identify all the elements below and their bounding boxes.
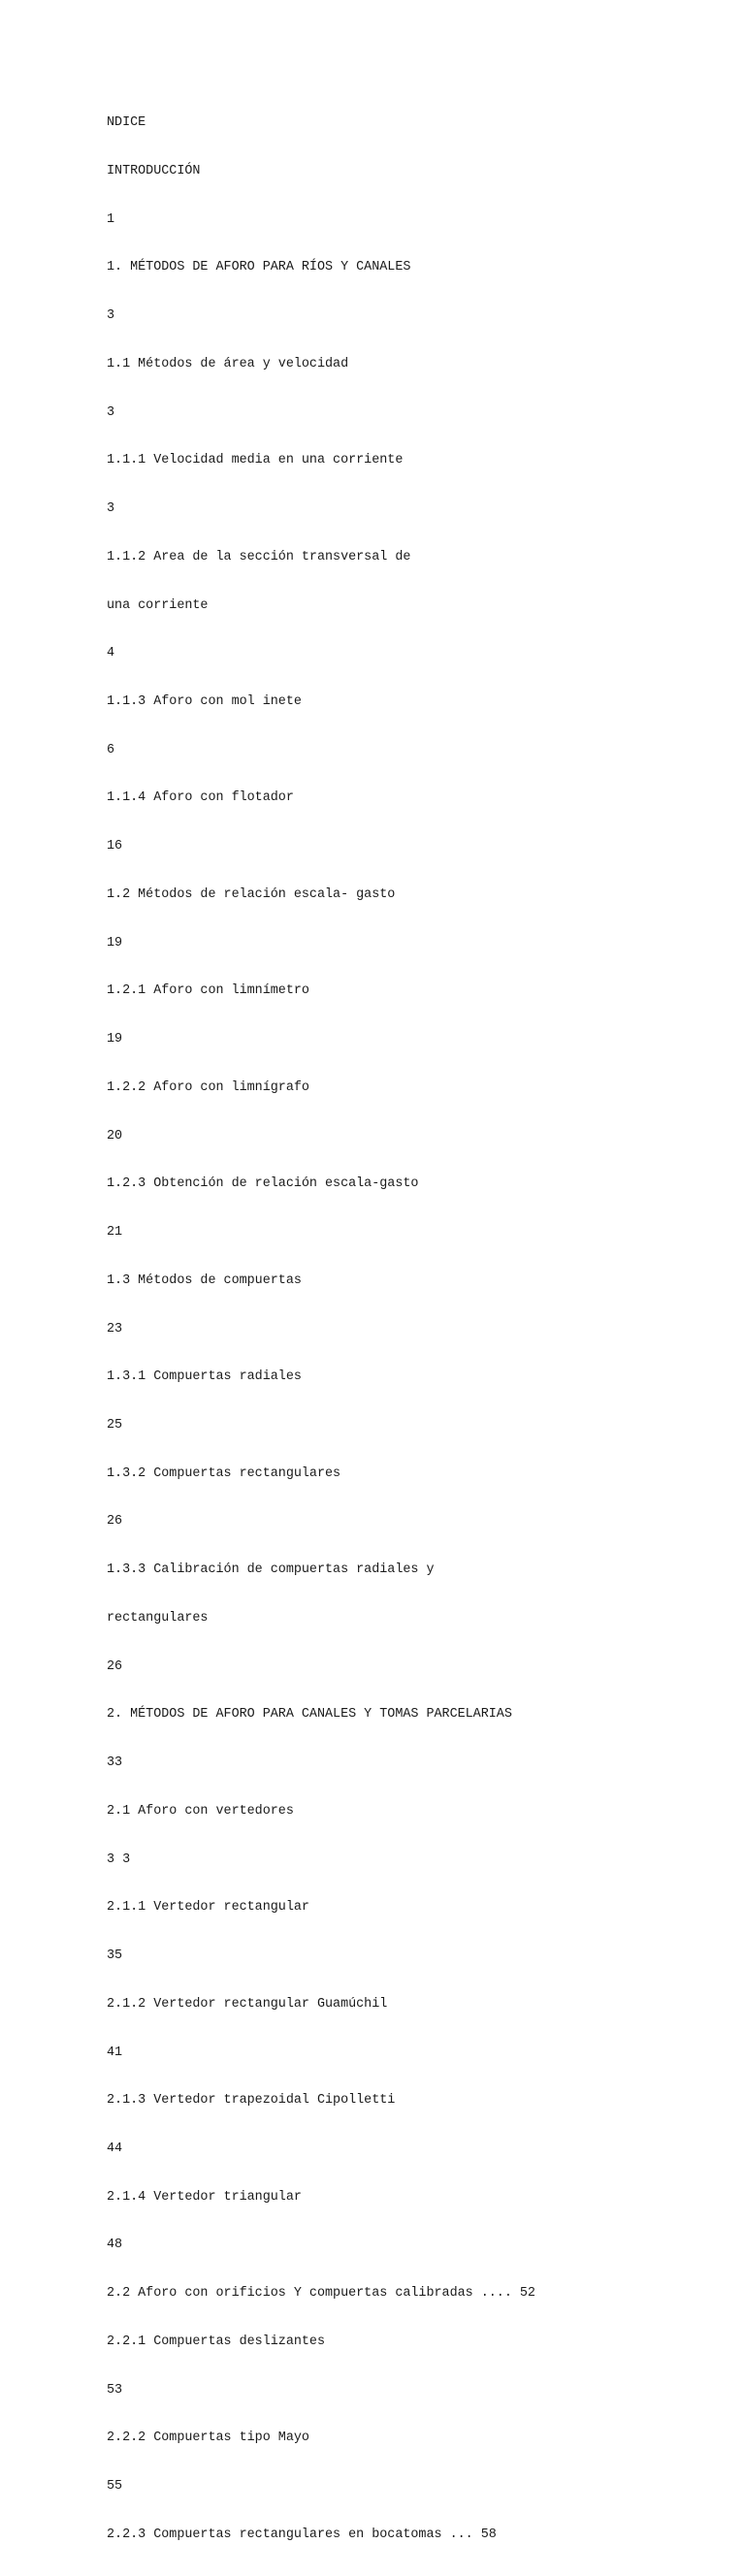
- toc-page-number: 23: [107, 1321, 123, 1336]
- toc-line: 2.2.1 Compuertas deslizantes: [107, 2334, 325, 2349]
- toc-page-number: 33: [107, 1755, 123, 1771]
- toc-page-number: 1: [107, 211, 115, 227]
- toc-line: 2.1.2 Vertedor rectangular Guamúchil: [107, 1996, 388, 2012]
- toc-line: INTRODUCCIÓN: [107, 163, 201, 178]
- toc-line: 1.2.2 Aforo con limnígrafo: [107, 1079, 309, 1095]
- toc-page-number: 48: [107, 2238, 123, 2253]
- toc-page-number: 3: [107, 501, 115, 517]
- toc-page-number: 3: [107, 308, 115, 324]
- toc-line: 2. MÉTODOS DE AFORO PARA CANALES Y TOMAS PARCELARIAS: [107, 1707, 512, 1723]
- toc-page-number: 26: [107, 1658, 123, 1674]
- toc-line: 1.1.3 Aforo con mol inete: [107, 693, 302, 709]
- toc-line: 1.2.3 Obtención de relación escala-gasto: [107, 1176, 419, 1192]
- toc-line: 1.3.3 Calibración de compuertas radiales y: [107, 1562, 435, 1578]
- toc-page-number: 26: [107, 1514, 123, 1530]
- toc-line: rectangulares: [107, 1610, 209, 1626]
- table-of-contents: [107, 83, 535, 2576]
- toc-line: 2.1.4 Vertedor triangular: [107, 2189, 302, 2205]
- toc-line: 1.3.1 Compuertas radiales: [107, 1369, 302, 1385]
- toc-line: 2.2.3 Compuertas rectangulares en bocatomas ... 58: [107, 2527, 497, 2542]
- toc-line: 1.3 Métodos de compuertas: [107, 1272, 302, 1288]
- toc-line: 1. MÉTODOS DE AFORO PARA RÍOS Y CANALES: [107, 260, 411, 275]
- toc-page-number: 3: [107, 404, 115, 420]
- toc-page-number: 25: [107, 1417, 123, 1433]
- toc-line: 1.1.4 Aforo con flotador: [107, 790, 294, 806]
- toc-page-number: 53: [107, 2382, 123, 2398]
- toc-page-number: 21: [107, 1225, 123, 1240]
- toc-line: una corriente: [107, 597, 209, 613]
- toc-page-number: 19: [107, 1032, 123, 1047]
- toc-line: 2.2 Aforo con orificios Y compuertas calibradas .... 52: [107, 2286, 535, 2302]
- toc-line: 1.1 Métodos de área y velocidad: [107, 356, 349, 371]
- toc-heading: NDICE: [107, 115, 146, 131]
- toc-line: 2.1.1 Vertedor rectangular: [107, 1900, 309, 1916]
- toc-line: 2.2.2 Compuertas tipo Mayo: [107, 2431, 309, 2446]
- toc-line: 1.2.1 Aforo con limnímetro: [107, 983, 309, 999]
- toc-line: 1.3.2 Compuertas rectangulares: [107, 1465, 341, 1481]
- toc-page-number: 4: [107, 646, 115, 661]
- toc-page-number: 16: [107, 839, 123, 854]
- toc-page-number: 35: [107, 1948, 123, 1964]
- toc-page-number: 19: [107, 935, 123, 950]
- toc-line: 2.1 Aforo con vertedores: [107, 1803, 294, 1819]
- toc-page-number: 55: [107, 2479, 123, 2495]
- toc-line: 1.1.2 Area de la sección transversal de: [107, 549, 411, 564]
- toc-page-number: 20: [107, 1128, 123, 1143]
- toc-page-number: 44: [107, 2141, 123, 2156]
- toc-line: 1.2 Métodos de relación escala- gasto: [107, 886, 396, 902]
- toc-page-number: 41: [107, 2045, 123, 2060]
- toc-line: 1.1.1 Velocidad media en una corriente: [107, 453, 404, 468]
- toc-line: 2.1.3 Vertedor trapezoidal Cipolletti: [107, 2093, 396, 2109]
- toc-page-number: 3 3: [107, 1852, 131, 1867]
- toc-page-number: 6: [107, 742, 115, 757]
